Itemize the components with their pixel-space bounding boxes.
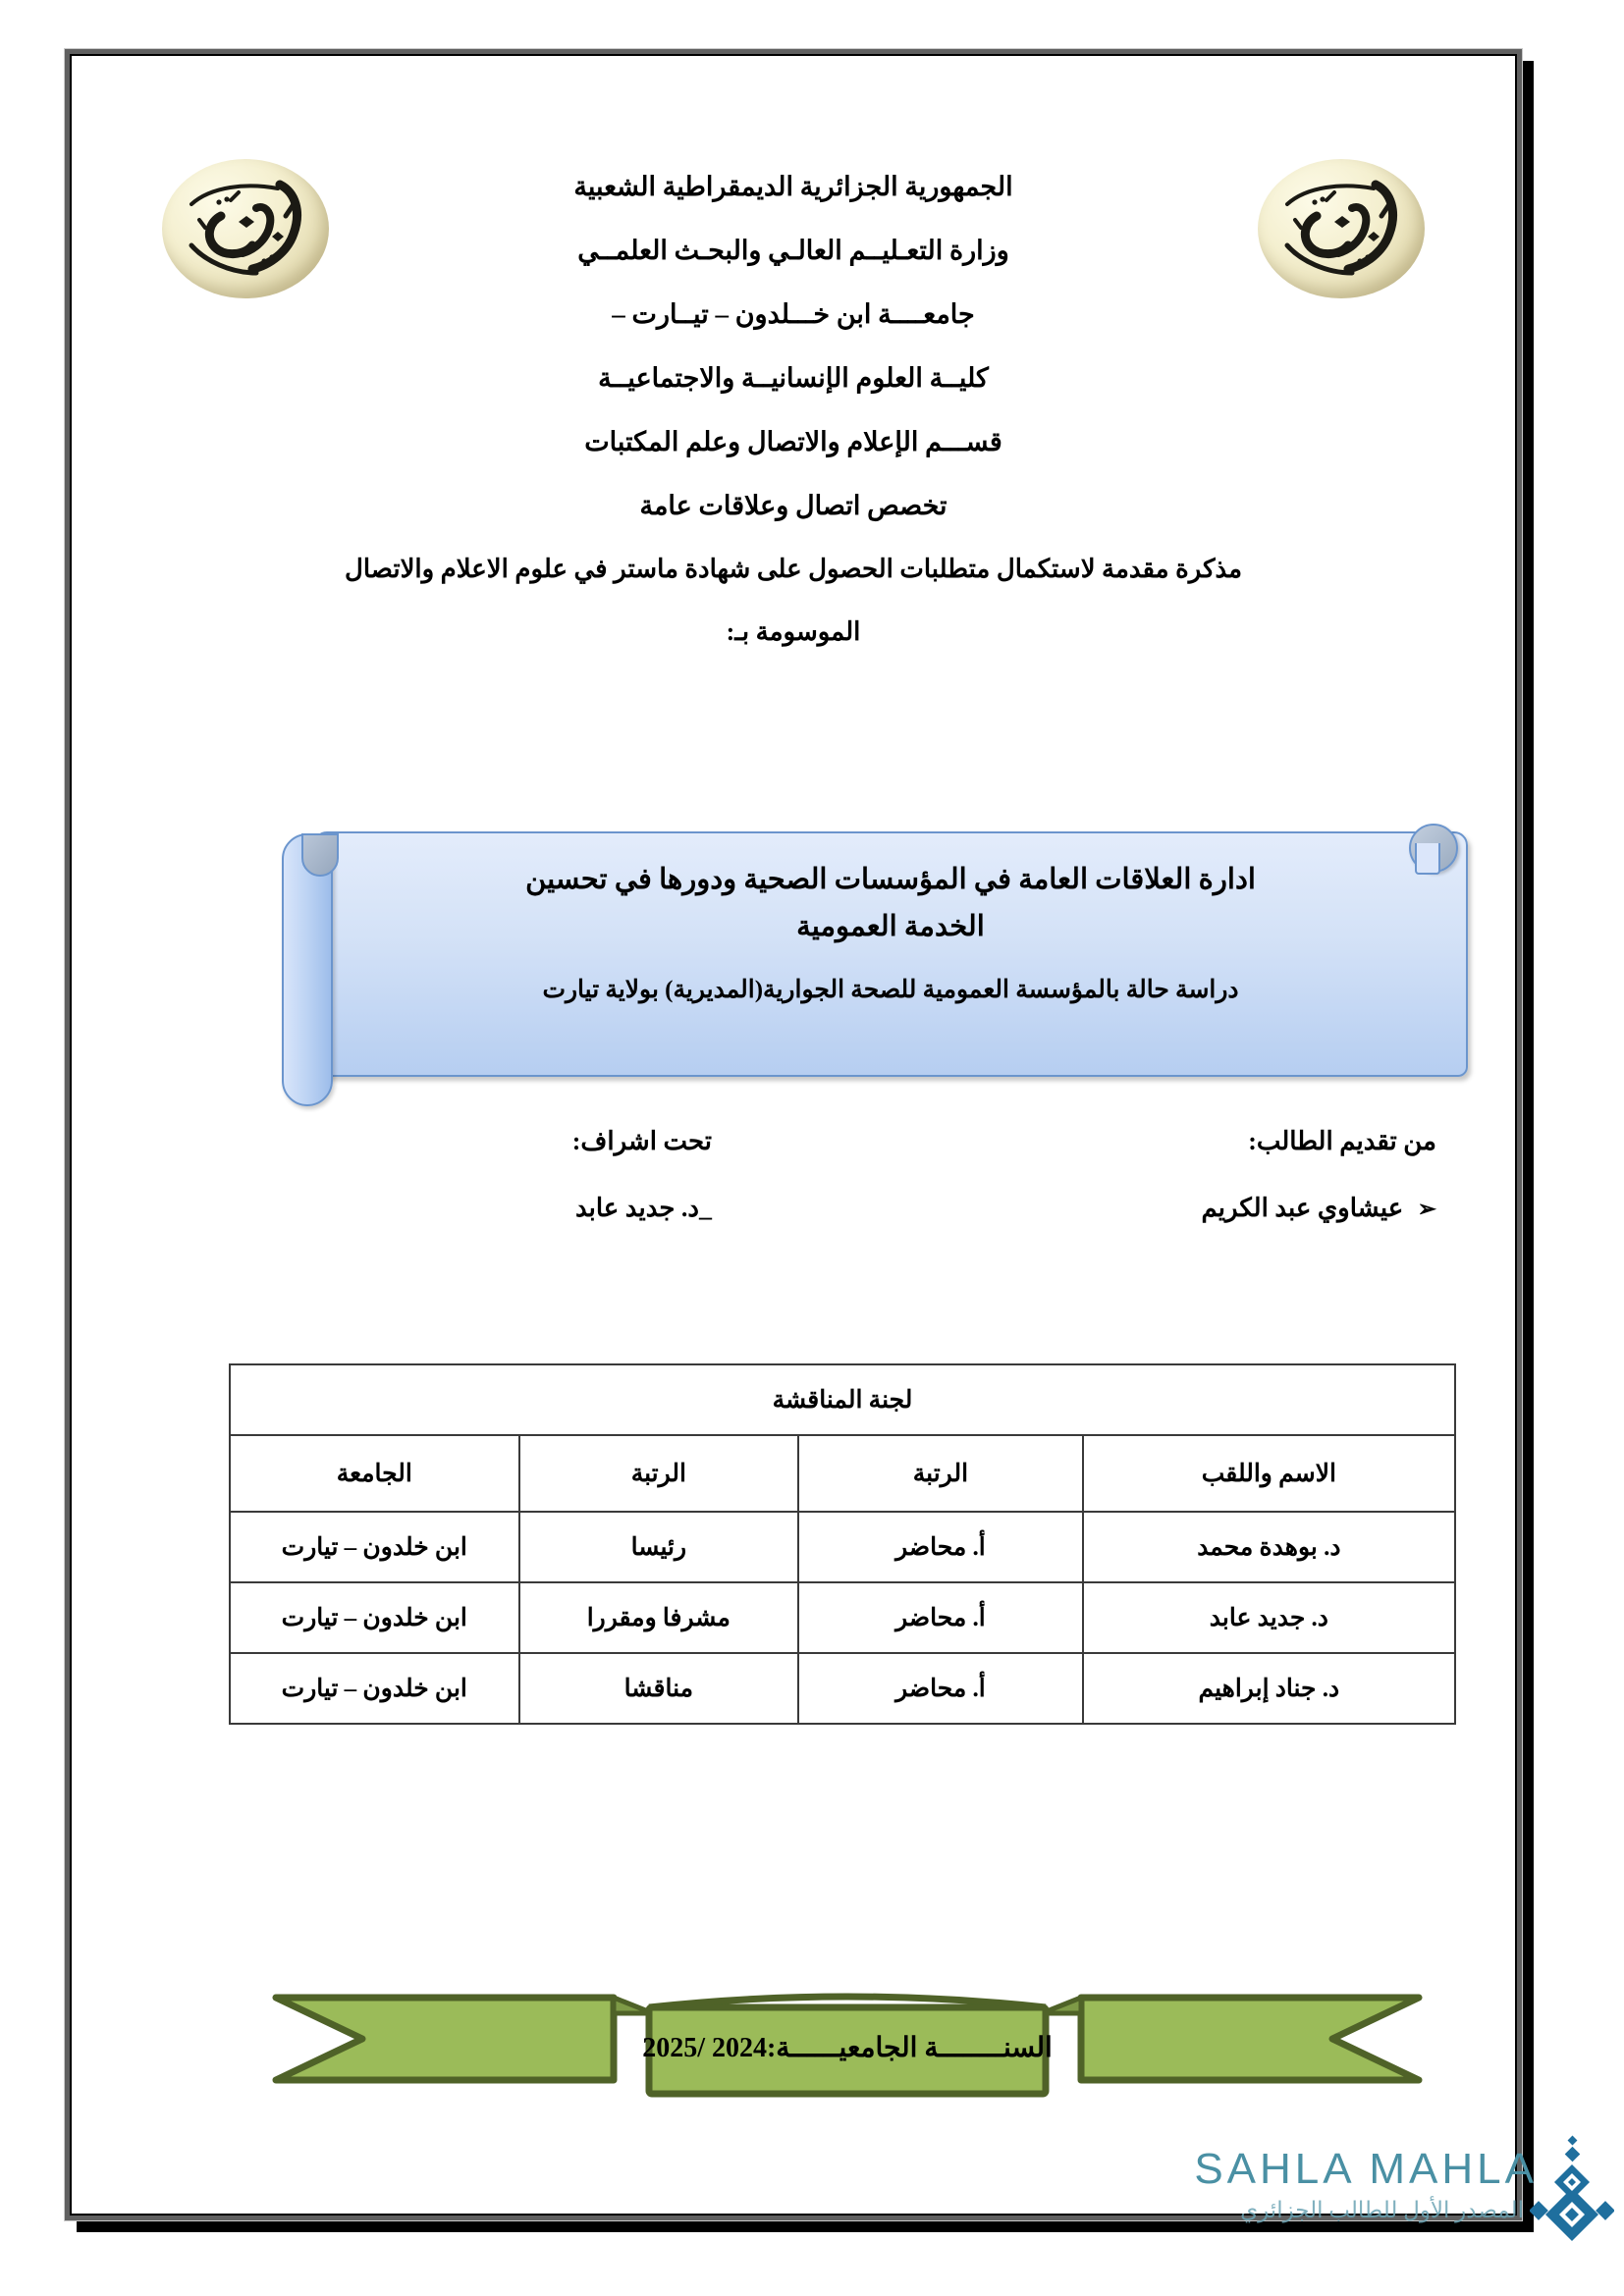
header-line-specialty: تخصص اتصال وعلاقات عامة xyxy=(639,491,947,520)
committee-member-rank-1: أ. محاضر xyxy=(798,1512,1083,1582)
page-content-area xyxy=(70,54,1517,2216)
supervisor-column xyxy=(268,1129,735,1221)
committee-member-university: ابن خلدون – تيارت xyxy=(230,1653,519,1724)
thesis-title-banner xyxy=(268,812,1490,1108)
table-row xyxy=(230,1653,1455,1724)
arrow-bullet-icon: ➢ xyxy=(1417,1197,1436,1221)
student-name-row xyxy=(899,1196,1436,1221)
header-line-degree-statement: مذكرة مقدمة لاستكمال متطلبات الحصول على شهادة ماستر في علوم الاعلام والاتصال xyxy=(344,555,1243,583)
watermark-diamond-icon xyxy=(1530,2133,1614,2251)
committee-member-university: ابن خلدون – تيارت xyxy=(230,1582,519,1653)
institution-header xyxy=(72,174,1515,645)
column-header-rank-2: الرتبة xyxy=(519,1435,799,1512)
title-banner-text xyxy=(315,833,1466,1075)
header-line-entitled: الموسومة بـ: xyxy=(726,617,861,646)
committee-member-rank-1: أ. محاضر xyxy=(798,1582,1083,1653)
header-line-republic: الجمهورية الجزائرية الديمقراطية الشعبية xyxy=(573,172,1013,201)
header-line-department: قســـم الإعلام والاتصال وعلم المكتبات xyxy=(584,427,1002,456)
table-caption-row xyxy=(230,1364,1455,1435)
column-header-name: الاسم واللقب xyxy=(1083,1435,1455,1512)
committee-member-name: د. بوهدة محمد xyxy=(1083,1512,1455,1582)
column-header-rank-1: الرتبة xyxy=(798,1435,1083,1512)
header-line-ministry: وزارة التعـليــم العالـي والبحـث العلمــي xyxy=(577,236,1009,265)
table-header-row xyxy=(230,1435,1455,1512)
academic-year-text: السنــــــــة الجامعيــــــة:2024 /2025 xyxy=(642,2033,1053,2063)
header-line-university: جامعــــة ابن خـــلدون – تيــارت – xyxy=(612,299,975,329)
committee-member-rank-2: مناقشا xyxy=(519,1653,799,1724)
watermark-tagline: المصدر الأول للطالب الجزائري xyxy=(1240,2198,1524,2222)
watermark-brand: SAHLA MAHLA xyxy=(1194,2145,1538,2193)
student-label: من تقديم الطالب: xyxy=(1248,1127,1436,1155)
supervisor-label: تحت اشراف: xyxy=(571,1127,712,1155)
student-column xyxy=(899,1129,1436,1221)
page-border-frame xyxy=(65,49,1522,2220)
committee-member-rank-2: مشرفا ومقررا xyxy=(519,1582,799,1653)
authorship-block xyxy=(268,1129,1436,1221)
thesis-subtitle: دراسة حالة بالمؤسسة العمومية للصحة الجوارية(المديرية) بولاية تيارت xyxy=(542,977,1239,1004)
committee-member-name: د. جديد عابد xyxy=(1083,1582,1455,1653)
committee-member-university: ابن خلدون – تيارت xyxy=(230,1512,519,1582)
table-row xyxy=(230,1512,1455,1582)
header-line-faculty: كليــة العلوم الإنسانيــة والاجتماعيــة xyxy=(598,363,989,393)
title-banner-body xyxy=(313,831,1468,1077)
defense-committee-table xyxy=(229,1363,1456,1725)
thesis-title-line-2: الخدمة العمومية xyxy=(796,911,985,943)
academic-year-ribbon xyxy=(268,1980,1427,2098)
table-row xyxy=(230,1582,1455,1653)
thesis-title-line-1: ادارة العلاقات العامة في المؤسسات الصحية ودورها في تحسين xyxy=(525,864,1256,895)
column-header-university: الجامعة xyxy=(230,1435,519,1512)
committee-member-rank-2: رئيسا xyxy=(519,1512,799,1582)
supervisor-name: _د. جديد عابد xyxy=(574,1194,712,1222)
committee-caption: لجنة المناقشة xyxy=(230,1364,1455,1435)
committee-member-rank-1: أ. محاضر xyxy=(798,1653,1083,1724)
student-name: عيشاوي عبد الكريم xyxy=(1201,1194,1404,1222)
scroll-curl-left-icon xyxy=(282,833,333,1106)
committee-member-name: د. جناد إبراهيم xyxy=(1083,1653,1455,1724)
